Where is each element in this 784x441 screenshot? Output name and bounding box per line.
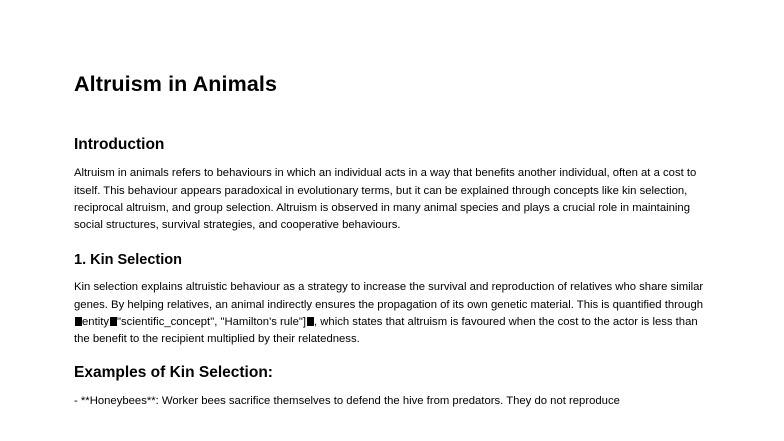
paragraph-kin-selection-part-4: , which states that altruism is favoured when the cost to the actor is less than the benefit to the recipient multiplied by their relatedness. <box>74 315 698 345</box>
section-heading-introduction: Introduction <box>74 135 165 153</box>
paragraph-kin-selection-part-1: Kin selection explains altruistic behaviour as a strategy to increase the survival and reproduction of relatives who share similar genes. By helping relatives, an animal indirectly ensures the propagation of its own genetic material. This is quantified through <box>74 281 704 311</box>
paragraph-introduction: Altruism in animals refers to behaviours in which an individual acts in a way that benefits another individual, often at a cost to itself. This behaviour appears paradoxical in evolutionary terms, but it can be explained through concepts like kin selection, reciprocal altruism, and group selection. Altruism is observed in many animal species and plays a crucial role in maintaining social structures, survival strategies, and cooperative behaviours. <box>74 167 697 231</box>
section-heading-kin-selection: 1. Kin Selection <box>74 252 182 269</box>
redaction-block-icon <box>75 317 82 326</box>
paragraph-kin-selection-part-2: entity <box>82 315 110 328</box>
examples-list <box>74 393 710 410</box>
paragraph-kin-selection <box>74 279 710 348</box>
redaction-block-icon <box>307 317 314 326</box>
list-item: - **Honeybees**: Worker bees sacrifice themselves to defend the hive from predators. They do not reproduce <box>74 394 620 407</box>
section-heading-examples-kin-selection: Examples of Kin Selection: <box>74 364 273 382</box>
paragraph-kin-selection-part-3: "scientific_concept", "Hamilton's rule"] <box>117 315 306 328</box>
page-title: Altruism in Animals <box>74 72 278 96</box>
redaction-block-icon <box>110 317 117 326</box>
